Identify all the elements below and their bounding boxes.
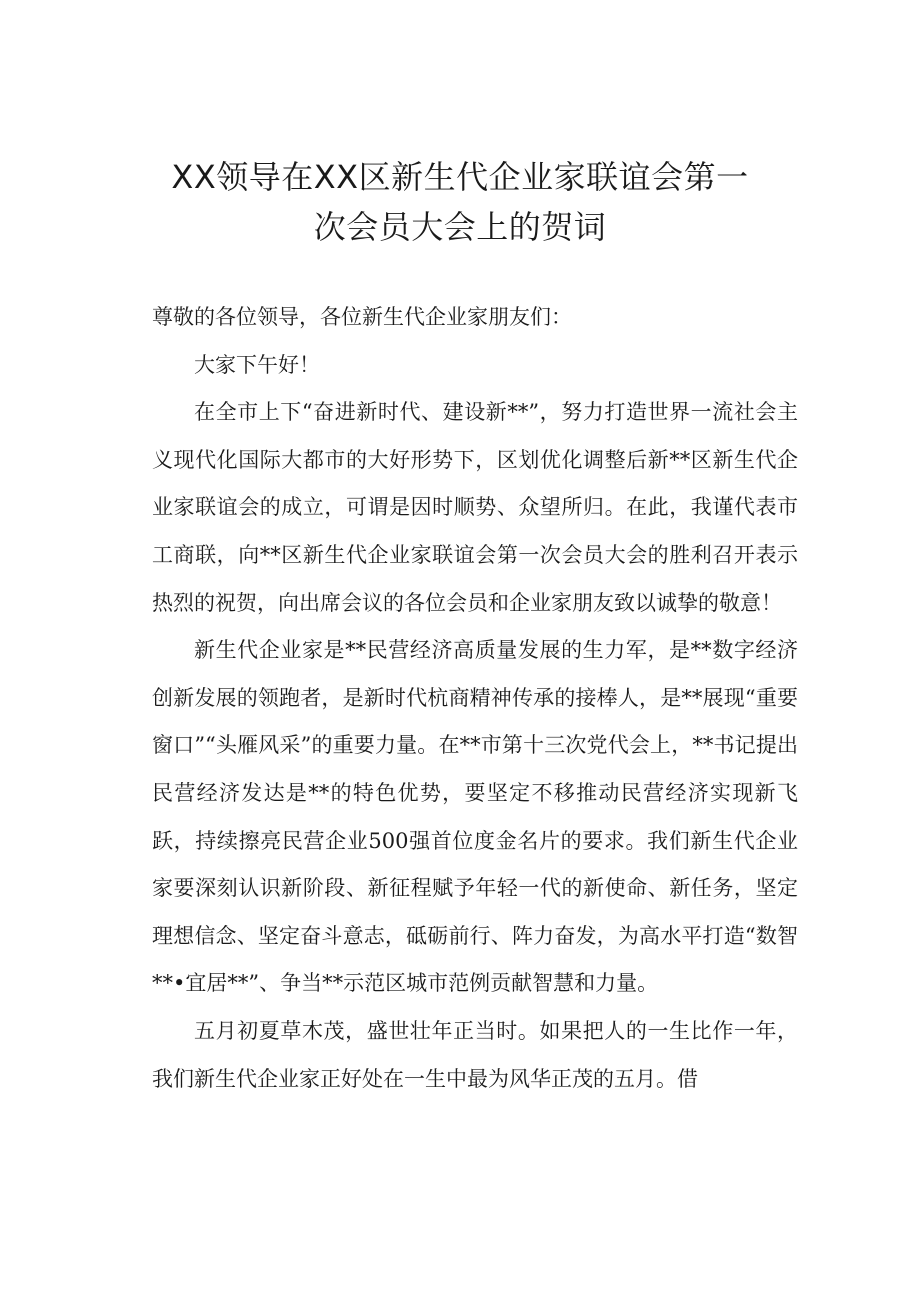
document-body — [152, 294, 798, 1103]
paragraph-new-generation: 新生代企业家是**民营经济高质量发展的生力军，是**数字经济创新发展的领跑者，是新时代杭商精神传承的接棒人，是**展现“重要窗口”“头雁风采”的重要力量。在**市第十三次党代会上，**书记提出民营经济发达是**的特色优势，要坚定不移推动民营经济实现新飞跃，持续擦亮民营企业500强首位度金名片的要求。我们新生代企业家要深刻认识新阶段、新征程赋予年轻一代的新使命、新任务，坚定理想信念、坚定奋斗意志，砥砺前行、阵力奋发，为高水平打造“数智**•宜居**”、争当**示范区城市范例贡献智慧和力量。 — [152, 638, 798, 996]
title-line-1: XX领导在XX区新生代企业家联谊会第一 — [171, 158, 749, 196]
document-title — [140, 152, 780, 252]
greeting: 大家下午好！ — [194, 352, 320, 377]
title-line-2: 次会员大会上的贺词 — [313, 208, 607, 246]
salutation: 尊敬的各位领导，各位新生代企业家朋友们： — [152, 305, 572, 329]
paragraph-may: 五月初夏草木茂，盛世壮年正当时。如果把人的一生比作一年，我们新生代企业家正好处在一生中最为风华正茂的五月。借 — [152, 1018, 798, 1091]
paragraph-congratulations: 在全市上下“奋进新时代、建设新**”，努力打造世界一流社会主义现代化国际大都市的大好形势下，区划优化调整后新**区新生代企业家联谊会的成立，可谓是因时顺势、众望所归。在此，我谨代表市工商联，向**区新生代企业家联谊会第一次会员大会的胜利召开表示热烈的祝贺，向出席会议的各位会员和企业家朋友致以诚挚的敬意！ — [152, 400, 798, 615]
